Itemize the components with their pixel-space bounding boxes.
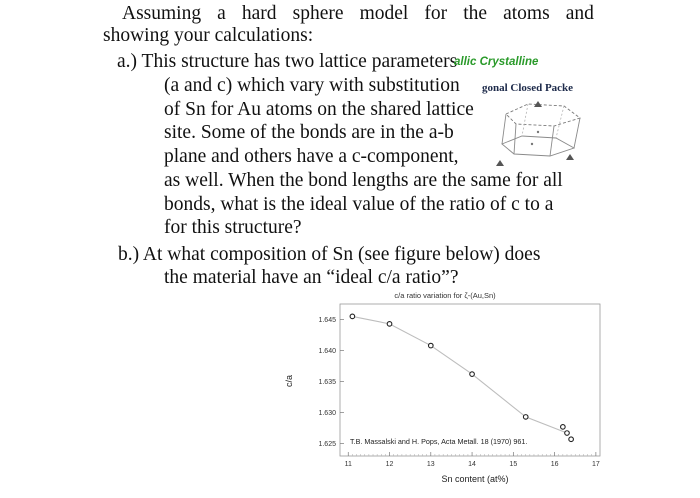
plot-frame <box>340 304 600 456</box>
ca-ratio-chart <box>270 284 610 494</box>
x-tick-label: 13 <box>426 461 435 468</box>
x-tick-label: 16 <box>550 461 559 468</box>
part-a-line-6: as well. When the bond lengths are the same for all <box>164 170 563 191</box>
hexagonal-lattice-icon <box>492 100 587 168</box>
word: Assuming <box>122 3 202 24</box>
part-a-line-3: of Sn for Au atoms on the shared lattice <box>164 99 474 120</box>
data-point <box>561 425 566 430</box>
data-point <box>565 431 570 436</box>
part-a-line-4: site. Some of the bonds are in the a-b <box>164 122 454 143</box>
x-axis-label: Sn content (at%) <box>441 474 509 484</box>
word: sphere <box>292 3 344 24</box>
chart-title: c/a ratio variation for ζ-(Au,Sn) <box>394 291 496 300</box>
x-tick-label: 14 <box>468 461 476 468</box>
data-point <box>387 322 392 327</box>
x-axis <box>345 452 600 468</box>
y-tick-label: 1.625 <box>318 441 336 449</box>
data-point <box>470 372 475 377</box>
word: a <box>217 3 226 24</box>
inset-title-fragment-2: gonal Closed Packe <box>482 82 574 94</box>
part-a-line-7: bonds, what is the ideal value of the ratio of c to a <box>164 194 554 215</box>
x-tick-label: 12 <box>385 461 394 468</box>
data-point <box>523 415 528 420</box>
y-axis-label: c/a <box>284 374 294 388</box>
word: for <box>424 3 448 24</box>
part-a-line-1: a.) This structure has two lattice parameters <box>117 51 458 72</box>
data-point <box>428 343 433 348</box>
part-b-line-2: the material have an “ideal c/a ratio”? <box>164 267 459 288</box>
inset-title-fragment-1: allic Crystalline <box>454 56 539 68</box>
word: the <box>463 3 488 24</box>
word: atoms <box>503 3 550 24</box>
word: hard <box>241 3 277 24</box>
data-point <box>350 314 355 319</box>
trend-line <box>352 316 567 433</box>
y-tick-label: 1.635 <box>318 379 336 387</box>
chart-annotation: T.B. Massalski and H. Pops, Acta Metall. 18 (1970) 961. <box>350 437 528 446</box>
chart-svg <box>270 284 610 494</box>
y-tick-label: 1.645 <box>318 317 336 325</box>
part-a-line-8: for this structure? <box>164 217 302 238</box>
part-a-line-2: (a and c) which vary with substitution <box>164 75 460 96</box>
part-b-line-1: b.) At what composition of Sn (see figure below) does <box>118 244 541 265</box>
y-tick-label: 1.630 <box>318 410 336 418</box>
y-tick-label: 1.640 <box>318 348 336 356</box>
word: model <box>359 3 409 24</box>
intro-line-1 <box>122 2 594 26</box>
data-point <box>569 437 574 442</box>
x-tick-label: 15 <box>509 461 518 468</box>
intro-line-2: showing your calculations: <box>103 25 314 46</box>
part-a-line-5: plane and others have a c-component, <box>164 146 459 167</box>
x-tick-label: 11 <box>344 461 352 468</box>
word: and <box>565 3 594 24</box>
x-tick-label: 17 <box>591 461 600 468</box>
